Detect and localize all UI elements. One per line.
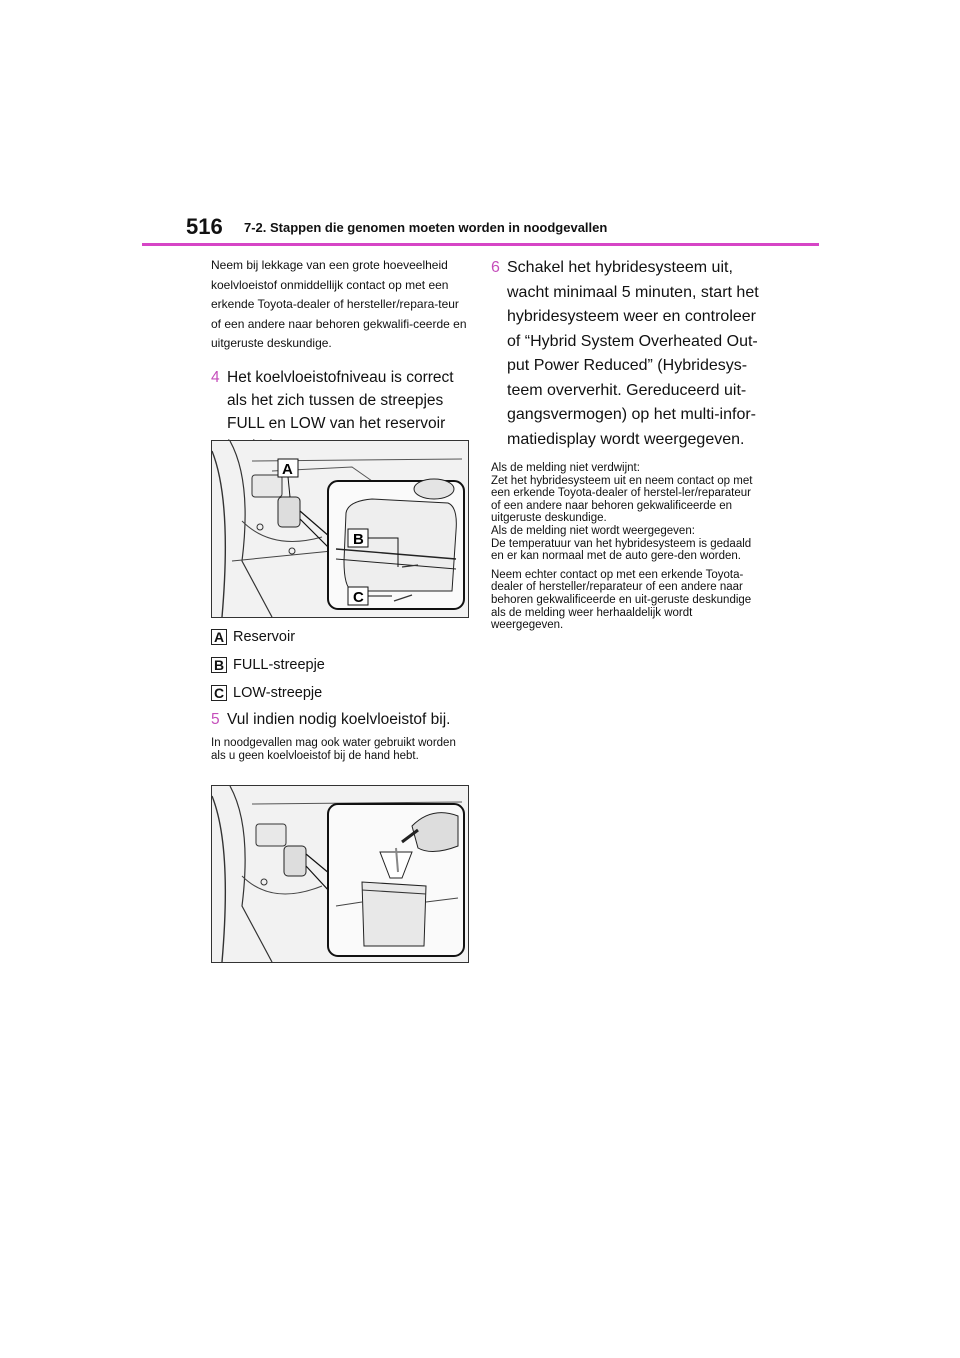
step-text: Het koelvloeistofniveau is correct als het zich tussen de streepjes FULL en LOW van het reservoir xyxy=(227,368,454,432)
step-number: 5 xyxy=(211,711,220,728)
legend-text: LOW-streepje xyxy=(233,685,323,701)
step-number: 4 xyxy=(211,368,220,386)
note-a-text: Zet het hybridesysteem uit en neem contact op met een erkende Toyota-dealer of herstel-ler/reparateur of een andere naar behoren gekwalificeerde en uitgeruste deskundige. xyxy=(491,474,753,525)
right-column xyxy=(491,256,761,632)
step-5 xyxy=(211,708,469,731)
section-title: 7-2. Stappen die genomen moeten worden in noodgevallen xyxy=(244,220,608,235)
label-c: C xyxy=(353,589,364,606)
refill-coolant-figure xyxy=(211,785,469,963)
label-a: A xyxy=(282,461,293,478)
legend-key: C xyxy=(211,685,227,701)
legend-key: A xyxy=(211,629,227,645)
left-column xyxy=(211,256,469,458)
note-b-text: De temperatuur van het hybridesysteem is gedaald en er kan normaal met de auto gere-den worden. xyxy=(491,537,752,563)
step-text: Schakel het hybridesysteem uit, wacht minimaal 5 minuten, start het hybridesysteem weer en controleer of “Hybrid System Overheated Out-put Power Reduced” (Hybridesys-teem oververhit. Gereduceerd uit-gangsvermogen) op het multi-infor-matiedisplay wordt weergegeven. xyxy=(507,259,759,448)
legend-item-b xyxy=(211,654,469,676)
legend-item-a xyxy=(211,626,469,648)
legend-key: B xyxy=(211,657,227,673)
legend-text: Reservoir xyxy=(233,629,296,645)
step-text: Vul indien nodig koelvloeistof bij. xyxy=(227,711,451,728)
coolant-reservoir-figure xyxy=(211,440,469,618)
label-b: B xyxy=(353,531,364,548)
legend-item-c xyxy=(211,682,469,704)
legend-text: FULL-streepje xyxy=(233,657,325,673)
note-c-text: Neem echter contact op met een erkende Toyota-dealer of hersteller/reparateur of een andere naar behoren gekwalificeerde en uit-geruste deskundige als de melding weer herhaaldelijk wordt weergegeven. xyxy=(491,568,752,632)
note-b-heading: Als de melding niet wordt weergegeven: xyxy=(491,524,695,537)
water-note: In noodgevallen mag ook water gebruikt worden als u geen koelvloeistof bij de hand hebt. xyxy=(211,737,456,762)
leak-warning-paragraph: Neem bij lekkage van een grote hoeveelheid koelvloeistof onmiddellijk contact op met een erkende Toyota-dealer of hersteller/repara-teur of een andere naar behoren gekwalifi-ceerde en uitgeruste deskundige. xyxy=(211,258,467,351)
notes-block xyxy=(491,462,761,632)
legend-block xyxy=(211,626,469,762)
page-number: 516 xyxy=(186,214,223,239)
step-number: 6 xyxy=(491,259,500,276)
note-a-heading: Als de melding niet verdwijnt: xyxy=(491,462,640,474)
header-rule xyxy=(142,243,819,246)
step-6 xyxy=(491,256,761,452)
